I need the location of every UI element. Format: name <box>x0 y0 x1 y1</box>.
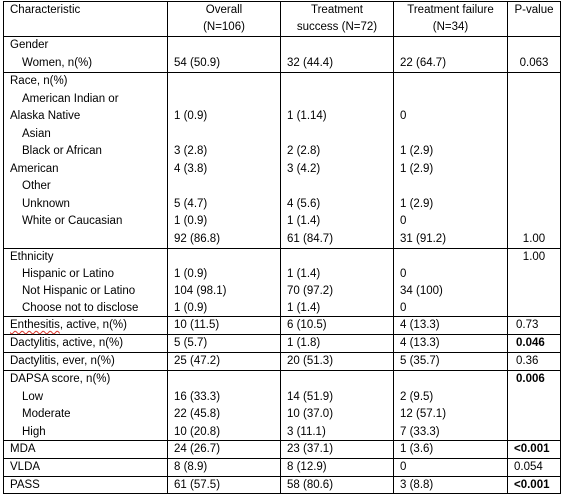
enthesitis-label-word: Enthesitis <box>10 319 60 331</box>
race-failure-value: 0 <box>400 215 407 227</box>
dactylitis-ever-pvalue-cell <box>508 353 560 370</box>
pass-pvalue-cell <box>508 477 560 493</box>
vlda-pvalue: 0.054 <box>514 461 543 473</box>
enthesitis-row <box>4 317 560 335</box>
ethnicity-failure-cell <box>394 249 508 316</box>
ethnicity-failure-value: 0 <box>400 268 407 280</box>
header-failure-line2: (N=34) <box>432 21 469 33</box>
race-failure-value: 0 <box>400 110 407 122</box>
race-success-cell <box>281 73 394 248</box>
ethnicity-overall-value: 104 (98.1) <box>174 285 227 297</box>
race-white-label: White or Caucasian <box>22 215 123 227</box>
race-asian-label: Asian <box>22 127 51 140</box>
gender-label: Gender <box>10 39 49 51</box>
mda-label: MDA <box>10 443 36 455</box>
ethnicity-label-cell <box>4 249 168 316</box>
dactylitis-ever-row <box>4 353 560 371</box>
ethnicity-overall-cell <box>168 249 281 316</box>
enthesitis-success-cell <box>281 317 394 334</box>
ethnicity-overall-value: 1 (0.9) <box>174 268 208 280</box>
header-overall-line1: Overall <box>205 4 243 16</box>
ethnicity-pvalue-cell <box>508 249 560 316</box>
mda-pvalue-cell <box>508 441 560 458</box>
header-pvalue-cell <box>508 2 560 36</box>
dapsa-success-cell <box>281 371 394 440</box>
dapsa-success-value: 10 (37.0) <box>287 408 334 420</box>
vlda-failure: 0 <box>400 461 407 473</box>
dapsa-failure-value: 7 (33.3) <box>400 425 440 438</box>
dactylitis-ever-success: 20 (51.3) <box>287 355 334 367</box>
gender-success-cell <box>281 37 394 72</box>
dactylitis-active-failure: 4 (13.3) <box>400 337 440 349</box>
race-failure-value: 31 (91.2) <box>400 232 447 245</box>
dactylitis-ever-failure: 5 (35.7) <box>400 355 440 367</box>
race-row <box>4 73 560 249</box>
pass-failure-cell <box>394 477 508 493</box>
pass-overall: 61 (57.5) <box>174 479 221 491</box>
enthesitis-label <box>10 317 127 335</box>
mda-failure: 1 (3.6) <box>400 443 434 455</box>
header-pvalue: P-value <box>514 4 554 16</box>
vlda-overall: 8 (8.9) <box>174 461 208 473</box>
ethnicity-success-value: 70 (97.2) <box>287 285 334 297</box>
mda-pvalue: <0.001 <box>514 443 550 455</box>
race-overall-value: 92 (86.8) <box>174 232 221 245</box>
dactylitis-ever-failure-cell <box>394 353 508 370</box>
mda-success-cell <box>281 441 394 458</box>
race-aian-line2: Alaska Native <box>10 110 81 122</box>
ethnicity-success-value: 1 (1.4) <box>287 268 321 280</box>
race-overall-value: 3 (2.8) <box>174 145 208 157</box>
dapsa-failure-cell <box>394 371 508 440</box>
ethnicity-overall-value: 1 (0.9) <box>174 302 208 314</box>
gender-overall-cell <box>168 37 281 72</box>
dactylitis-active-row <box>4 335 560 353</box>
pass-row <box>4 477 560 493</box>
vlda-success-cell <box>281 459 394 476</box>
vlda-label-cell <box>4 459 168 476</box>
race-success-value: 3 (4.2) <box>287 162 321 175</box>
dapsa-failure-value: 12 (57.1) <box>400 408 447 420</box>
gender-failure-cell <box>394 37 508 72</box>
header-success-cell <box>281 2 394 36</box>
gender-success: 32 (44.4) <box>287 56 334 69</box>
ethnicity-success-cell <box>281 249 394 316</box>
gender-failure: 22 (64.7) <box>400 56 447 69</box>
ethnicity-label: Ethnicity <box>10 251 54 263</box>
header-success-line1: Treatment <box>311 4 363 16</box>
dapsa-high-label: High <box>22 425 46 438</box>
dapsa-success-value: 3 (11.1) <box>287 425 326 438</box>
characteristics-table <box>3 1 561 494</box>
dapsa-overall-cell <box>168 371 281 440</box>
ethnicity-hispanic-label: Hispanic or Latino <box>22 268 115 280</box>
race-overall-cell <box>168 73 281 248</box>
race-success-value: 4 (5.6) <box>287 197 321 210</box>
dapsa-moderate-label: Moderate <box>22 408 71 420</box>
ethnicity-nonhispanic-label: Not Hispanic or Latino <box>22 285 136 297</box>
race-other-label: Other <box>22 180 51 192</box>
race-failure-cell <box>394 73 508 248</box>
ethnicity-failure-value: 0 <box>400 302 407 314</box>
race-overall-value: 4 (3.8) <box>174 162 208 175</box>
header-row <box>4 2 560 37</box>
enthesitis-failure-cell <box>394 317 508 334</box>
vlda-overall-cell <box>168 459 281 476</box>
dactylitis-active-failure-cell <box>394 335 508 352</box>
enthesitis-overall-cell <box>168 317 281 334</box>
dactylitis-active-overall-cell <box>168 335 281 352</box>
enthesitis-pvalue-cell <box>508 317 560 334</box>
header-characteristic-cell <box>4 2 168 36</box>
race-success-value: 2 (2.8) <box>287 145 321 157</box>
race-black-line1: Black or African <box>22 145 102 157</box>
race-label-cell <box>4 73 168 248</box>
pass-label: PASS <box>10 479 40 491</box>
header-success-line2: success (N=72) <box>296 21 378 33</box>
dactylitis-active-label-cell <box>4 335 168 352</box>
dactylitis-ever-label-cell <box>4 353 168 370</box>
race-unknown-label: Unknown <box>22 197 70 210</box>
race-overall-value: 1 (0.9) <box>174 215 208 227</box>
ethnicity-success-value: 1 (1.4) <box>287 302 321 314</box>
vlda-success: 8 (12.9) <box>287 461 327 473</box>
dactylitis-ever-label: Dactylitis, ever, n(%) <box>10 355 115 367</box>
pass-failure: 3 (8.8) <box>400 479 434 491</box>
dapsa-row <box>4 371 560 441</box>
vlda-pvalue-cell <box>508 459 560 476</box>
gender-label-cell <box>4 37 168 72</box>
mda-overall: 24 (26.7) <box>174 443 221 455</box>
dapsa-overall-value: 10 (20.8) <box>174 425 221 438</box>
vlda-row <box>4 459 560 477</box>
mda-success: 23 (37.1) <box>287 443 334 455</box>
race-success-value: 1 (1.4) <box>287 215 321 227</box>
ethnicity-row <box>4 249 560 317</box>
race-failure-value: 1 (2.9) <box>400 197 434 210</box>
race-failure-value: 1 (2.9) <box>400 162 434 175</box>
dapsa-low-label: Low <box>22 390 44 403</box>
gender-overall: 54 (50.9) <box>174 56 221 69</box>
race-pvalue-cell <box>508 73 560 248</box>
dapsa-failure-value: 2 (9.5) <box>400 390 434 403</box>
gender-pvalue: 0.063 <box>519 56 549 69</box>
race-failure-value: 1 (2.9) <box>400 145 434 157</box>
pass-success-cell <box>281 477 394 493</box>
dapsa-overall-value: 16 (33.3) <box>174 390 221 403</box>
enthesitis-overall: 10 (11.5) <box>174 319 220 331</box>
race-label: Race, n(%) <box>10 75 68 87</box>
dactylitis-ever-overall: 25 (47.2) <box>174 355 221 367</box>
mda-label-cell <box>4 441 168 458</box>
header-characteristic: Characteristic <box>10 4 81 16</box>
dactylitis-ever-overall-cell <box>168 353 281 370</box>
dapsa-label: DAPSA score, n(%) <box>10 373 111 385</box>
ethnicity-failure-value: 34 (100) <box>400 285 443 297</box>
dactylitis-active-pvalue-cell <box>508 335 560 352</box>
dapsa-pvalue-cell <box>508 371 560 440</box>
dapsa-success-value: 14 (51.9) <box>287 390 334 403</box>
race-overall-value: 5 (4.7) <box>174 197 208 210</box>
gender-row <box>4 37 560 73</box>
pass-success: 58 (80.6) <box>287 479 334 491</box>
pass-label-cell <box>4 477 168 493</box>
dactylitis-active-label: Dactylitis, active, n(%) <box>10 337 124 349</box>
header-overall-cell <box>168 2 281 36</box>
dapsa-pvalue: 0.006 <box>516 373 545 385</box>
dactylitis-ever-success-cell <box>281 353 394 370</box>
enthesitis-label-cell <box>4 317 168 334</box>
mda-failure-cell <box>394 441 508 458</box>
mda-overall-cell <box>168 441 281 458</box>
enthesitis-failure: 4 (13.3) <box>400 319 440 331</box>
dapsa-label-cell <box>4 371 168 440</box>
race-black-line2: American <box>10 162 59 175</box>
mda-row <box>4 441 560 459</box>
race-pvalue: 1.00 <box>522 232 546 245</box>
header-overall-line2: (N=106) <box>203 21 245 33</box>
dapsa-overall-value: 22 (45.8) <box>174 408 221 420</box>
header-failure-cell <box>394 2 508 36</box>
dactylitis-active-success-cell <box>281 335 394 352</box>
race-aian-line1: American Indian or <box>22 92 119 105</box>
enthesitis-pvalue: 0.73 <box>516 319 539 331</box>
gender-pvalue-cell <box>508 37 560 72</box>
pass-overall-cell <box>168 477 281 493</box>
enthesitis-label-rest: , active, n(%) <box>59 319 127 331</box>
gender-women-label: Women, n(%) <box>22 56 93 69</box>
vlda-label: VLDA <box>10 461 41 473</box>
dactylitis-active-pvalue: 0.046 <box>516 337 545 349</box>
race-overall-value: 1 (0.9) <box>174 110 208 122</box>
enthesitis-success: 6 (10.5) <box>287 319 327 331</box>
dactylitis-ever-pvalue: 0.36 <box>516 355 539 367</box>
vlda-failure-cell <box>394 459 508 476</box>
race-success-value: 1 (1.14) <box>287 110 327 122</box>
header-failure-line1: Treatment failure <box>407 4 494 16</box>
dactylitis-active-success: 1 (1.8) <box>287 337 321 349</box>
ethnicity-pvalue: 1.00 <box>522 251 546 263</box>
pass-pvalue: <0.001 <box>514 479 550 491</box>
ethnicity-undisclosed-label: Choose not to disclose <box>22 302 139 314</box>
dactylitis-active-overall: 5 (5.7) <box>174 337 208 349</box>
race-success-value: 61 (84.7) <box>287 232 334 245</box>
